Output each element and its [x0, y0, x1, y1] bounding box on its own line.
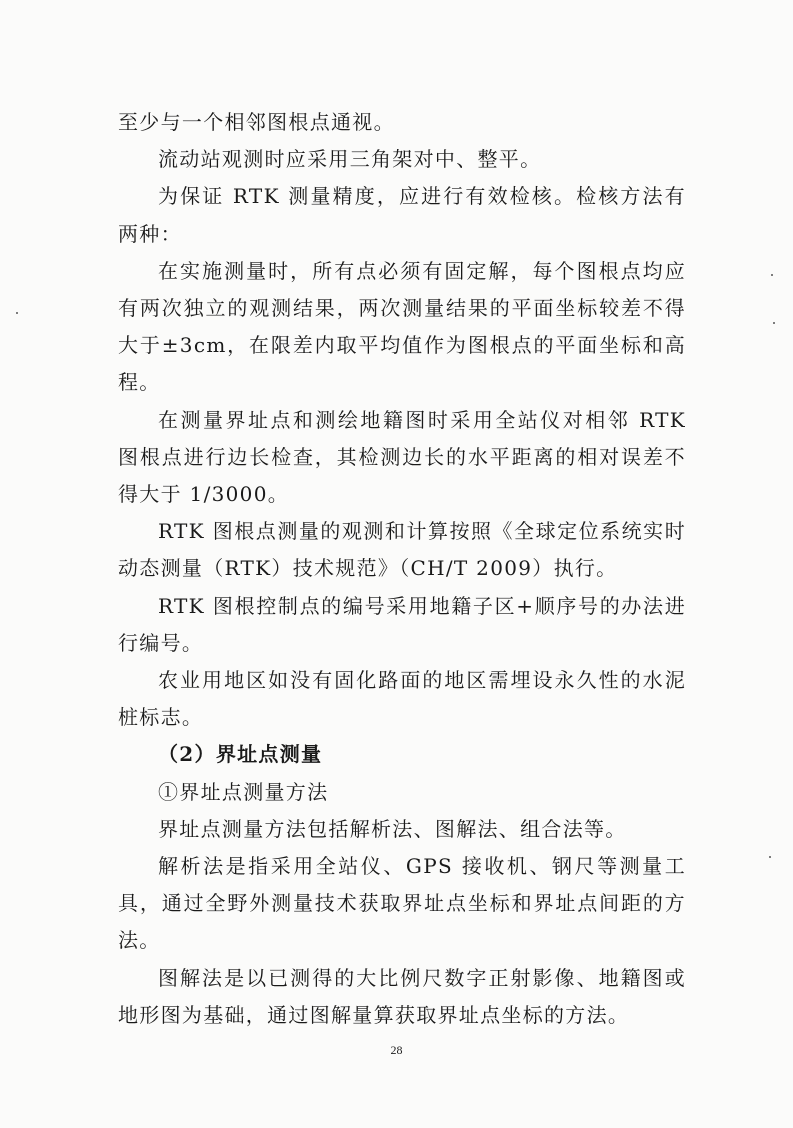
paragraph-9: 界址点测量方法包括解析法、图解法、组合法等。	[158, 816, 627, 841]
paragraph-1: 至少与一个相邻图根点通视。	[118, 110, 395, 134]
page-number: 28	[390, 1043, 403, 1057]
paragraph-4: 在实施测量时，所有点必须有固定解，每个图根点均应有两次独立的观测结果，两次测量结果的平面坐标较差不得大于±3cm，在限差内取平均值作为图根点的平面坐标和高程。	[118, 258, 686, 395]
paragraph-5: 在测量界址点和测绘地籍图时采用全站仪对相邻 RTK 图根点进行边长检查，其检测边长的水平距离的相对误差不得大于 1/3000。	[118, 407, 686, 507]
section-heading: （2）界址点测量	[158, 742, 323, 767]
scan-speck	[771, 274, 773, 276]
paragraph-11: 图解法是以已测得的大比例尺数字正射影像、地籍图或地形图为基础，通过图解量算获取界址点坐标的方法。	[118, 965, 686, 1027]
paragraph-6: RTK 图根点测量的观测和计算按照《全球定位系统实时动态测量（RTK）技术规范》（CH/T 2009）执行。	[118, 519, 686, 581]
subsection-heading: ①界址点测量方法	[158, 779, 329, 804]
paragraph-7: RTK 图根控制点的编号采用地籍子区+顺序号的办法进行编号。	[118, 593, 686, 655]
scan-speck	[16, 312, 18, 314]
scan-speck	[773, 322, 775, 324]
paragraph-8: 农业用地区如没有固化路面的地区需埋设永久性的水泥桩标志。	[118, 668, 686, 730]
scan-speck	[769, 856, 771, 858]
paragraph-10: 解析法是指采用全站仪、GPS 接收机、钢尺等测量工具，通过全野外测量技术获取界址点坐标和界址点间距的方法。	[118, 854, 686, 953]
paragraph-2: 流动站观测时应采用三角架对中、整平。	[158, 147, 542, 172]
body-text	[118, 104, 686, 1034]
paragraph-3: 为保证 RTK 测量精度，应进行有效检核。检核方法有两种：	[118, 184, 686, 246]
